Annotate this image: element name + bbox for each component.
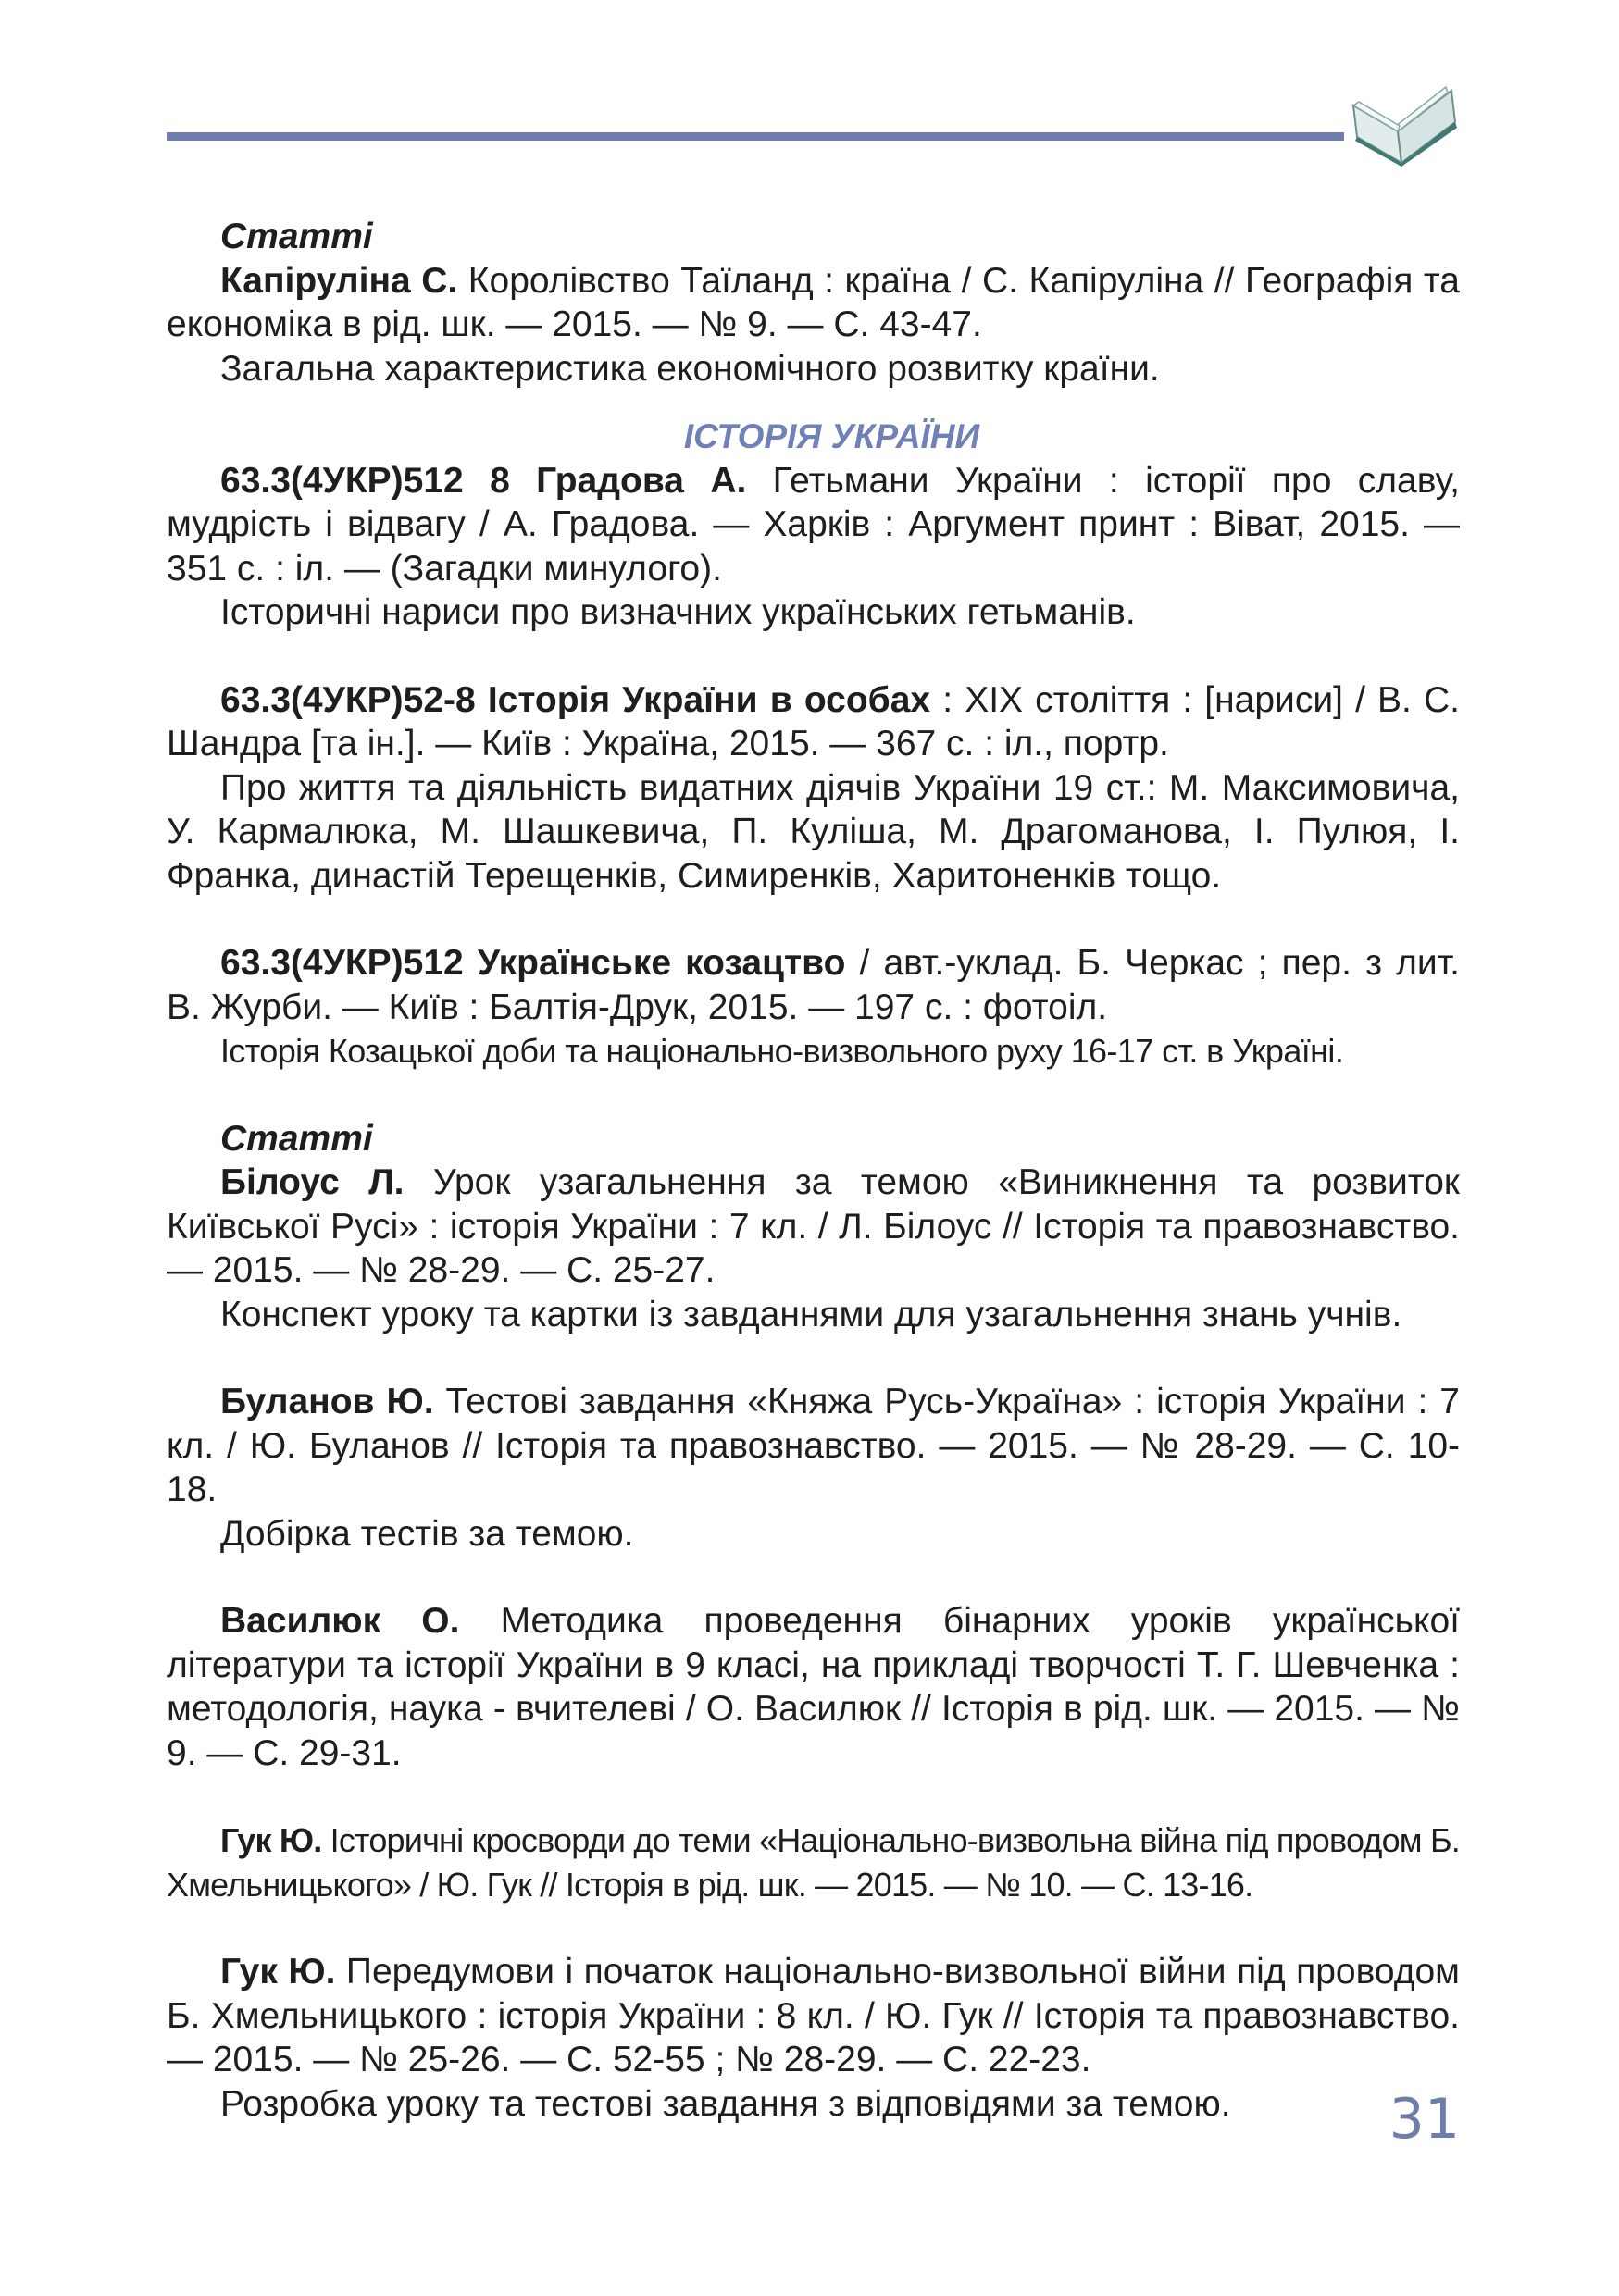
entry-citation — [167, 459, 1460, 591]
entry-text: : ХІХ століття : [нариси] / В. С. Шандра [та ін.]. — Київ : Україна, 2015. — 367 с. : іл., портр. — [167, 679, 1460, 763]
entry-citation — [167, 1160, 1460, 1293]
entry-annotation: Загальна характеристика економічного розвитку країни. — [220, 348, 1160, 389]
entry-author: 63.3(4УКР)512 8 Градова А. — [220, 460, 747, 501]
entry-citation — [167, 678, 1460, 766]
entry-citation — [167, 1380, 1460, 1512]
entry-text: / авт.-уклад. Б. Черкас ; пер. з лит. В. Журби. — Київ : Балтія-Друк, 2015. — 197 с. : фотоіл. — [167, 943, 1460, 1027]
entry-author: Капіруліна С. — [220, 260, 458, 301]
entry-annotation: Історія Козацької доби та національно-визвольного руху 16-17 ст. в Україні. — [220, 1032, 1344, 1070]
entry-text: Історичні кросворди до теми «Національно-визвольна війна під проводом Б. Хмельницького» / Ю. Гук // Історія в рід. шк. — 2015. — № 10. — С. 13-16. — [167, 1821, 1460, 1904]
entry-annotation: Про життя та діяльність видатних діячів України 19 ст.: М. Максимовича, У. Кармалюка, М. Шашкевича, П. Куліша, М. Драгоманова, І. Пулюя, І. Франка, династій Терещенків, Симиренків, Харитоненків тощо. — [167, 767, 1460, 896]
entry-author: Гук Ю. — [220, 1821, 322, 1859]
entry-author: Білоус Л. — [220, 1162, 405, 1202]
entry-text: Королівство Таїланд : країна / С. Капіруліна // Географія та економіка в рід. шк. — 2015. — № 9. — С. 43-47. — [167, 260, 1460, 344]
open-book-icon — [1344, 78, 1463, 167]
entry-citation — [167, 1950, 1460, 2082]
entry-citation — [167, 259, 1460, 347]
entry-citation — [167, 1599, 1460, 1775]
entry-citation — [167, 1818, 1460, 1906]
entry-text: Тестові завдання «Княжа Русь-Україна» : історія України : 7 кл. / Ю. Буланов // Історія та правознавство. — 2015. — № 28-29. — С. 10-18. — [167, 1382, 1460, 1509]
section-title: ІСТОРІЯ УКРАЇНИ — [683, 417, 980, 455]
page-number: 31 — [1389, 2087, 1460, 2152]
entry-text: Гетьмани України : історії про славу, мудрість і відвагу / А. Градова. — Харків : Аргумент принт : Віват, 2015. — 351 с. : іл. — (Загадки минулого). — [167, 460, 1461, 589]
entry-citation — [167, 941, 1460, 1029]
entry-annotation: Конспект уроку та картки із завданнями для узагальнення знань учнів. — [220, 1294, 1402, 1334]
bibliography-content — [167, 215, 1460, 2126]
entry-annotation: Розробка уроку та тестові завдання з відповідями за темою. — [220, 2083, 1231, 2124]
entry-author: Буланов Ю. — [220, 1382, 434, 1421]
entry-author: 63.3(4УКР)512 Українське козацтво — [220, 943, 846, 983]
entry-author: Василюк О. — [220, 1601, 460, 1641]
header-rule — [167, 132, 1344, 141]
subheading-articles: Статті — [220, 217, 373, 256]
entry-text: Передумови і початок національно-визвольної війни під проводом Б. Хмельницького : історія України : 8 кл. / Ю. Гук // Історія та правознавство. — 2015. — № 25-26. — С. 52-55 ; № 28-29. — С. 22-23. — [167, 1952, 1460, 2079]
entry-text: Урок узагальнення за темою «Виникнення та розвиток Київської Русі» : історія України : 7 кл. / Л. Білоус // Історія та правознавство. — 2015. — № 28-29. — С. 25-27. — [167, 1162, 1460, 1290]
entry-annotation: Добірка тестів за темою. — [220, 1513, 634, 1554]
entry-annotation: Історичні нариси про визначних українських гетьманів. — [220, 592, 1136, 632]
entry-text: Методика проведення бінарних уроків української літератури та історії України в 9 класі, на прикладі творчості Т. Г. Шевченка : методологія, наука - вчителеві / О. Василюк // Історія в рід. шк. — 2015. — № 9. — С. 29-31. — [167, 1601, 1460, 1773]
entry-author: 63.3(4УКР)52-8 Історія України в особах — [220, 679, 931, 720]
entry-author: Гук Ю. — [220, 1952, 336, 1992]
subheading-articles: Статті — [220, 1118, 373, 1159]
